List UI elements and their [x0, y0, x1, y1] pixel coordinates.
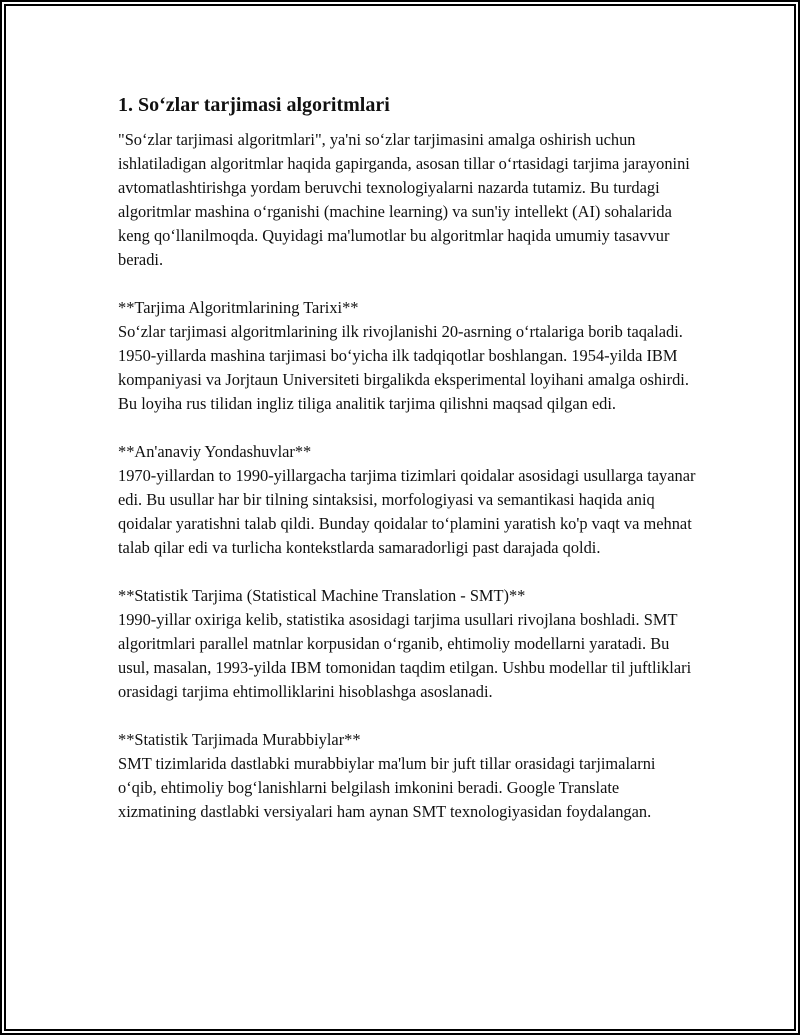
section-history [118, 296, 698, 416]
section-heading: **An'anaviy Yondashuvlar** [118, 442, 312, 461]
document-body [118, 92, 698, 848]
section-traditional-approaches [118, 440, 698, 560]
section-heading: **Statistik Tarjima (Statistical Machine Translation - SMT)** [118, 586, 526, 605]
section-statistical-translation [118, 584, 698, 704]
section-smt-trainers [118, 728, 698, 824]
section-heading: **Statistik Tarjimada Murabbiylar** [118, 730, 361, 749]
section-heading: **Tarjima Algoritmlarining Tarixi** [118, 298, 359, 317]
section-text: 1970-yillardan to 1990-yillargacha tarjima tizimlari qoidalar asosidagi usullarga tayanar edi. Bu usullar har bir tilning sintaksisi, morfologiyasi va semantikasi haqida aniq qoidalar yaratishni talab qildi. Bunday qoidalar to‘plamini yaratish ko'p vaqt va mehnat talab qilar edi va turlicha kontekstlarda samaradorligi past darajada qoldi. [118, 466, 696, 557]
document-title: 1. So‘zlar tarjimasi algoritmlari [118, 94, 390, 116]
section-text: SMT tizimlarida dastlabki murabbiylar ma'lum bir juft tillar orasidagi tarjimalarni o‘qib, ehtimoliy bog‘lanishlarni belgilash imkonini beradi. Google Translate xizmatining dastlabki versiyalari ham aynan SMT texnologiyasidan foydalangan. [118, 754, 656, 821]
section-text: 1990-yillar oxiriga kelib, statistika asosidagi tarjima usullari rivojlana boshladi. SMT algoritmlari parallel matnlar korpusidan o‘rganib, ehtimoliy modellarni yaratadi. Bu usul, masalan, 1993-yilda IBM tomonidan taqdim etilgan. Ushbu modellar til juftliklari orasidagi tarjima ehtimolliklarini hisoblashga asoslanadi. [118, 610, 692, 701]
intro-paragraph: "So‘zlar tarjimasi algoritmlari", ya'ni so‘zlar tarjimasini amalga oshirish uchun ishlatiladigan algoritmlar haqida gapirganda, asosan tillar o‘rtasidagi tarjima jarayonini avtomatlashtirishga yordam beruvchi texnologiyalarni nazarda tutamiz. Bu turdagi algoritmlar mashina o‘rganishi (machine learning) va sun'iy intellekt (AI) sohalarida keng qo‘llanilmoqda. Quyidagi ma'lumotlar bu algoritmlar haqida umumiy tasavvur beradi. [118, 130, 690, 269]
section-text: So‘zlar tarjimasi algoritmlarining ilk rivojlanishi 20-asrning o‘rtalariga borib taqaladi. 1950-yillarda mashina tarjimasi bo‘yicha ilk tadqiqotlar boshlangan. 1954-yilda IBM kompaniyasi va Jorjtaun Universiteti birgalikda eksperimental loyihani amalga oshirdi. Bu loyiha rus tilidan ingliz tiliga analitik tarjima qilishni maqsad qilgan edi. [118, 322, 689, 413]
